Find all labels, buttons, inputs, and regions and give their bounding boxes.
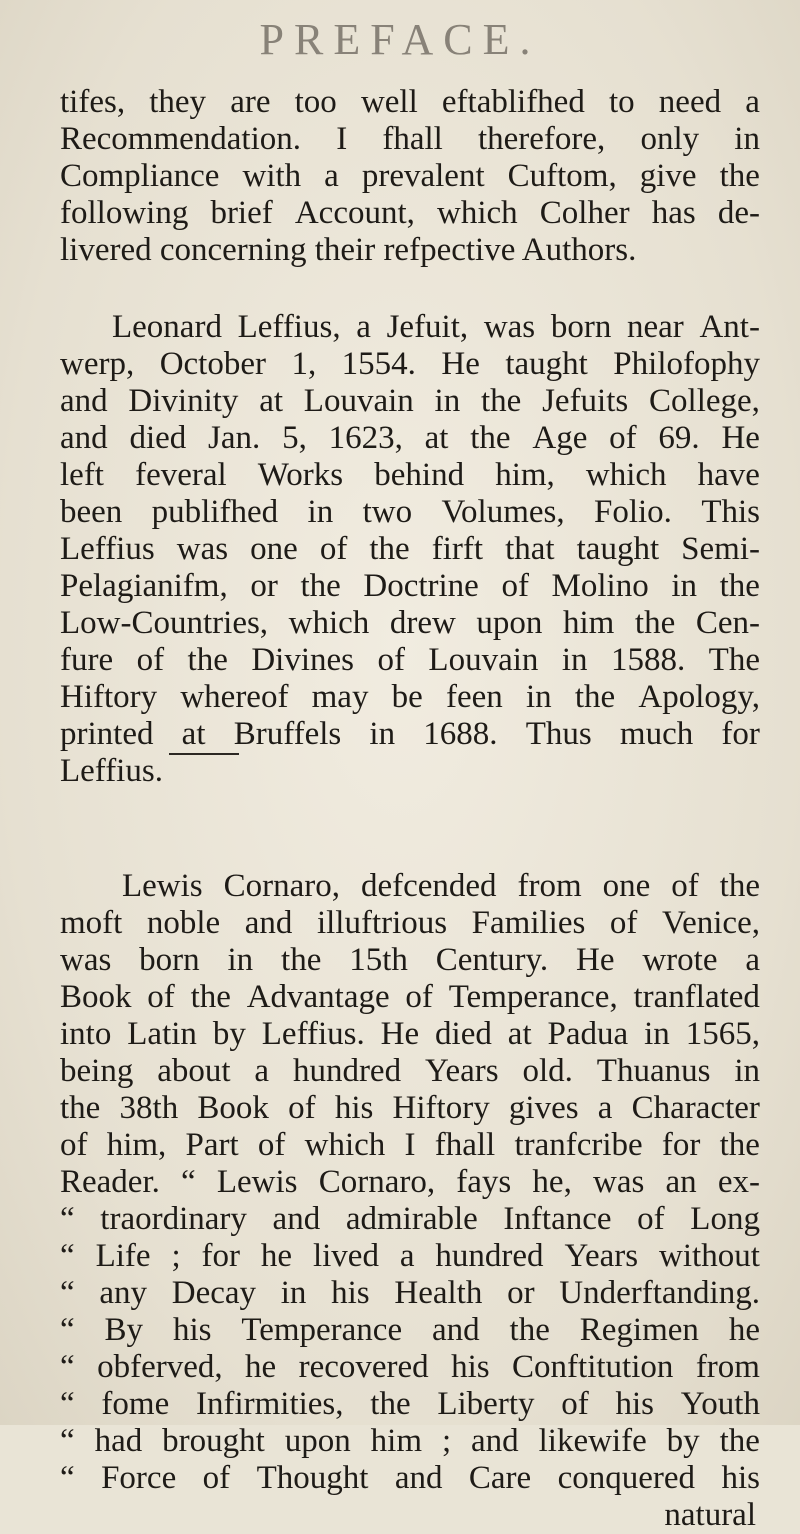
text-line: Compliance with a prevalent Cuftom, give the xyxy=(60,158,760,194)
text-line: left feveral Works behind him, which have xyxy=(60,457,760,493)
running-head: PREFACE. xyxy=(259,15,541,64)
quoted-line: “ had brought upon him ; and likewife by the xyxy=(60,1423,760,1459)
text-line: Recommendation. I fhall therefore, only in xyxy=(60,121,760,157)
text-line: the 38th Book of his Hiftory gives a Character xyxy=(60,1090,760,1126)
text-line: Pelagianifm, or the Doctrine of Molino in the xyxy=(60,568,760,604)
text-line: been publifhed in two Volumes, Folio. This xyxy=(60,494,760,530)
text-line: Lewis Cornaro, defcended from one of the xyxy=(122,868,760,904)
text-line: was born in the 15th Century. He wrote a xyxy=(60,942,760,978)
text-line: printed at Bruffels in 1688. Thus much for xyxy=(60,716,760,752)
text-line-with-rule xyxy=(60,753,760,790)
text-line: being about a hundred Years old. Thuanus in xyxy=(60,1053,760,1089)
text-line: and died Jan. 5, 1623, at the Age of 69. He xyxy=(60,420,760,456)
quoted-line: “ obferved, he recovered his Conftitution from xyxy=(60,1349,760,1385)
text-line: werp, October 1, 1554. He taught Philofophy xyxy=(60,346,760,382)
text-line: and Divinity at Louvain in the Jefuits College, xyxy=(60,383,760,419)
paragraph-3 xyxy=(60,868,760,1534)
text-line: fure of the Divines of Louvain in 1588. The xyxy=(60,642,760,678)
quoted-line: “ traordinary and admirable Inftance of Long xyxy=(60,1201,760,1237)
text-line: Book of the Advantage of Temperance, tranflated xyxy=(60,979,760,1015)
paragraph-2 xyxy=(60,309,760,790)
paragraph-1 xyxy=(60,84,760,269)
text-line: livered concerning their refpective Authors. xyxy=(60,232,637,268)
text-line: moft noble and illuftrious Families of Venice, xyxy=(60,905,760,941)
catchword: natural xyxy=(664,1497,756,1533)
text-line: into Latin by Leffius. He died at Padua in 1565, xyxy=(60,1016,760,1052)
text-line: following brief Account, which Colher has de- xyxy=(60,195,760,231)
text-line: of him, Part of which I fhall tranfcribe for the xyxy=(60,1127,760,1163)
quoted-line: “ fome Infirmities, the Liberty of his Youth xyxy=(60,1386,760,1422)
section-rule xyxy=(169,753,239,790)
text-line: Hiftory whereof may be feen in the Apology, xyxy=(60,679,760,715)
page-text xyxy=(60,84,760,1534)
text-line: Reader. “ Lewis Cornaro, fays he, was an ex- xyxy=(60,1164,760,1200)
text-line: Leonard Leffius, a Jefuit, was born near Ant- xyxy=(112,309,760,345)
quoted-line: “ Life ; for he lived a hundred Years without xyxy=(60,1238,760,1274)
quoted-line: “ By his Temperance and the Regimen he xyxy=(60,1312,760,1348)
text-line: Leffius was one of the firft that taught Semi- xyxy=(60,531,760,567)
text-line: tifes, they are too well eftablifhed to need a xyxy=(60,84,760,120)
quoted-line: “ Force of Thought and Care conquered his xyxy=(60,1460,760,1496)
quoted-line: “ any Decay in his Health or Underftanding. xyxy=(60,1275,760,1311)
text-line: Leffius. xyxy=(60,753,163,789)
text-line: Low-Countries, which drew upon him the Cen- xyxy=(60,605,760,641)
